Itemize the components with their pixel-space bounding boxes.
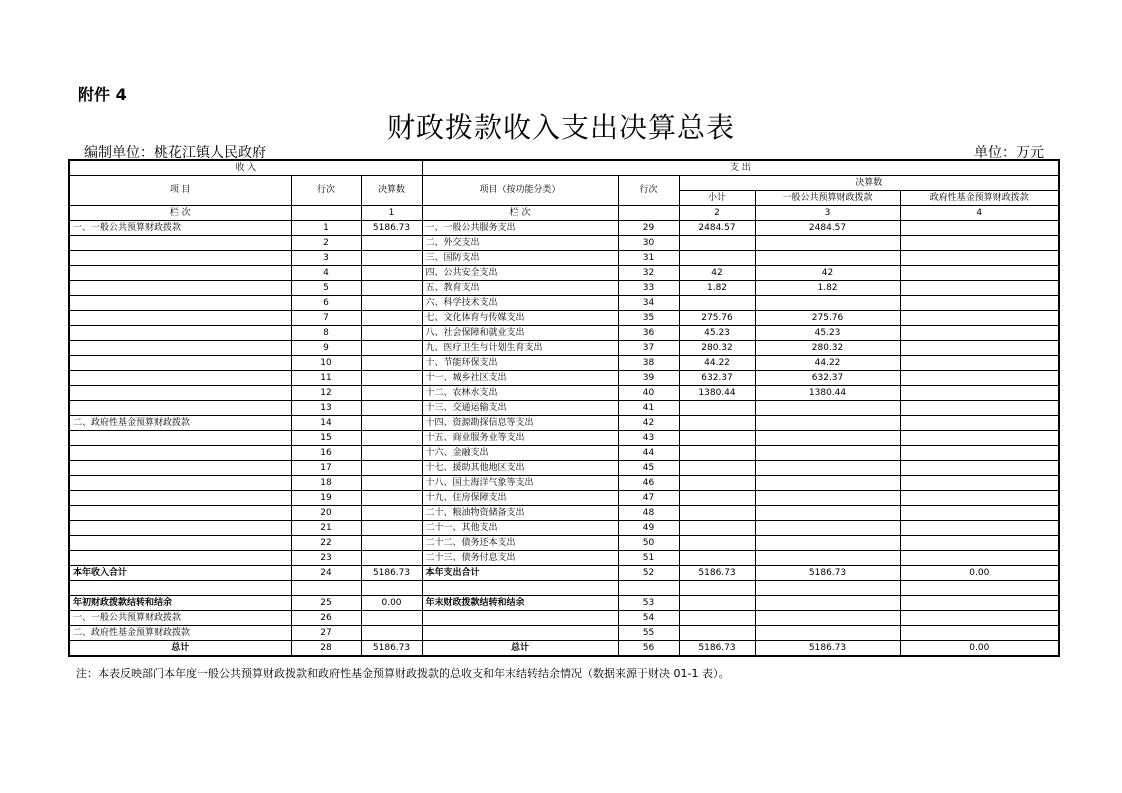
expense-fund <box>900 446 1059 461</box>
expense-fund <box>900 386 1059 401</box>
expense-fund <box>900 551 1059 566</box>
expense-item: 二十二、债务还本支出 <box>422 536 618 551</box>
expense-item: 二十一、其他支出 <box>422 521 618 536</box>
expense-subtotal: 2484.57 <box>679 221 755 236</box>
income-item <box>69 371 291 386</box>
expense-item: 六、科学技术支出 <box>422 296 618 311</box>
expense-general: 2484.57 <box>755 221 900 236</box>
expense-subtotal <box>679 431 755 446</box>
expense-line-no: 39 <box>618 371 679 386</box>
expense-item: 三、国防支出 <box>422 251 618 266</box>
income-line-no: 7 <box>291 311 361 326</box>
expense-fund <box>900 296 1059 311</box>
income-line-no: 11 <box>291 371 361 386</box>
expense-fund <box>900 491 1059 506</box>
income-item <box>69 326 291 341</box>
income-amount <box>361 326 422 341</box>
income-line-no: 21 <box>291 521 361 536</box>
income-item <box>69 251 291 266</box>
table-row <box>69 416 1059 431</box>
income-item <box>69 461 291 476</box>
expense-item: 十二、农林水支出 <box>422 386 618 401</box>
table-row <box>69 236 1059 251</box>
expense-line-no: 36 <box>618 326 679 341</box>
expense-subtotal <box>679 536 755 551</box>
expense-total-gen: 5186.73 <box>755 566 900 581</box>
table-body <box>69 221 1059 566</box>
expense-line-no: 38 <box>618 356 679 371</box>
expense-total-label: 本年支出合计 <box>422 566 618 581</box>
expense-subtotal <box>679 296 755 311</box>
income-amount <box>361 296 422 311</box>
income-line-no: 16 <box>291 446 361 461</box>
expense-general <box>755 461 900 476</box>
table-row <box>69 326 1059 341</box>
income-line-no: 22 <box>291 536 361 551</box>
expense-subtotal <box>679 476 755 491</box>
blank-row <box>69 581 1059 596</box>
carry-in-fund-no: 27 <box>291 626 361 641</box>
income-line-no: 10 <box>291 356 361 371</box>
income-line-no: 14 <box>291 416 361 431</box>
income-line-no: 1 <box>291 221 361 236</box>
table-row <box>69 296 1059 311</box>
expense-total-no: 52 <box>618 566 679 581</box>
income-amount <box>361 551 422 566</box>
expense-item: 十四、资源勘探信息等支出 <box>422 416 618 431</box>
unit-label: 单位：万元 <box>974 145 1044 161</box>
income-item <box>69 506 291 521</box>
table-row <box>69 281 1059 296</box>
expense-fund <box>900 236 1059 251</box>
grand-gen: 5186.73 <box>755 641 900 657</box>
income-item <box>69 401 291 416</box>
col-2: 2 <box>679 206 755 221</box>
table-row <box>69 461 1059 476</box>
carry-out-no-2: 54 <box>618 611 679 626</box>
expense-general <box>755 521 900 536</box>
expense-subtotal <box>679 401 755 416</box>
column-empty-2 <box>618 206 679 221</box>
table-row <box>69 476 1059 491</box>
table-row <box>69 491 1059 506</box>
expense-subtotal <box>679 446 755 461</box>
expense-fund <box>900 371 1059 386</box>
expense-item: 七、文化体育与传媒支出 <box>422 311 618 326</box>
income-line-no: 18 <box>291 476 361 491</box>
expense-general <box>755 236 900 251</box>
table-row <box>69 371 1059 386</box>
income-item <box>69 296 291 311</box>
expense-subtotal: 1.82 <box>679 281 755 296</box>
table-row <box>69 446 1059 461</box>
col-4: 4 <box>900 206 1059 221</box>
income-item <box>69 341 291 356</box>
income-amount <box>361 401 422 416</box>
carry-in-label: 年初财政拨款结转和结余 <box>69 596 291 611</box>
expense-general <box>755 431 900 446</box>
expense-item: 二十、粮油物资储备支出 <box>422 506 618 521</box>
income-item: 二、政府性基金预算财政拨款 <box>69 416 291 431</box>
income-amount <box>361 386 422 401</box>
grand-label-2: 总计 <box>422 641 618 657</box>
income-amount <box>361 251 422 266</box>
income-amount <box>361 266 422 281</box>
expense-line-no: 33 <box>618 281 679 296</box>
expense-subtotal <box>679 506 755 521</box>
income-total-row <box>69 566 1059 581</box>
expense-item: 二、外交支出 <box>422 236 618 251</box>
income-item <box>69 476 291 491</box>
income-item <box>69 446 291 461</box>
expense-line-no: 35 <box>618 311 679 326</box>
income-amount <box>361 461 422 476</box>
expense-line-no: 47 <box>618 491 679 506</box>
expense-fund <box>900 221 1059 236</box>
expense-item: 九、医疗卫生与计划生育支出 <box>422 341 618 356</box>
carry-row <box>69 596 1059 611</box>
line-no-header-2: 行次 <box>618 176 679 206</box>
expense-line-no: 37 <box>618 341 679 356</box>
expense-subtotal: 632.37 <box>679 371 755 386</box>
expense-general: 632.37 <box>755 371 900 386</box>
footnote: 注：本表反映部门本年度一般公共预算财政拨款和政府性基金预算财政拨款的总收支和年末结转结余情况（数据来源于财决 01-1 表）。 <box>76 667 730 680</box>
table-row <box>69 221 1059 236</box>
income-line-no: 19 <box>291 491 361 506</box>
income-line-no: 12 <box>291 386 361 401</box>
column-empty <box>291 206 361 221</box>
expense-general: 44.22 <box>755 356 900 371</box>
income-item <box>69 266 291 281</box>
expense-item: 十八、国土海洋气象等支出 <box>422 476 618 491</box>
item-by-function-header: 项目（按功能分类） <box>422 176 618 206</box>
header-row-1 <box>69 160 1059 176</box>
income-item <box>69 386 291 401</box>
expense-fund <box>900 461 1059 476</box>
expense-line-no: 41 <box>618 401 679 416</box>
carry-out-label: 年末财政拨款结转和结余 <box>422 596 618 611</box>
final-amount-header: 决算数 <box>361 176 422 206</box>
income-item <box>69 281 291 296</box>
expense-general <box>755 476 900 491</box>
header-row-2 <box>69 176 1059 191</box>
table-row <box>69 521 1059 536</box>
income-amount <box>361 416 422 431</box>
expense-general <box>755 296 900 311</box>
income-line-no: 17 <box>291 461 361 476</box>
income-line-no: 2 <box>291 236 361 251</box>
income-line-no: 8 <box>291 326 361 341</box>
expense-subtotal: 44.22 <box>679 356 755 371</box>
income-item <box>69 236 291 251</box>
expense-general <box>755 551 900 566</box>
expense-line-no: 29 <box>618 221 679 236</box>
income-amount <box>361 476 422 491</box>
expense-fund <box>900 281 1059 296</box>
income-amount <box>361 341 422 356</box>
expense-subtotal: 42 <box>679 266 755 281</box>
expense-subtotal <box>679 236 755 251</box>
income-total-label: 本年收入合计 <box>69 566 291 581</box>
expense-fund <box>900 506 1059 521</box>
carry-general-row <box>69 611 1059 626</box>
income-total-no: 24 <box>291 566 361 581</box>
expense-subtotal <box>679 251 755 266</box>
expense-item: 八、社会保障和就业支出 <box>422 326 618 341</box>
grand-amt: 5186.73 <box>361 641 422 657</box>
income-line-no: 5 <box>291 281 361 296</box>
expense-line-no: 46 <box>618 476 679 491</box>
attachment-label: 附件 4 <box>78 85 127 104</box>
expense-line-no: 31 <box>618 251 679 266</box>
expense-fund <box>900 311 1059 326</box>
expense-line-no: 30 <box>618 236 679 251</box>
table-row <box>69 266 1059 281</box>
income-item <box>69 521 291 536</box>
income-line-no: 9 <box>291 341 361 356</box>
page-title: 财政拨款收入支出决算总表 <box>386 111 735 144</box>
expense-fund <box>900 431 1059 446</box>
income-item <box>69 536 291 551</box>
expense-line-no: 44 <box>618 446 679 461</box>
grand-sub: 5186.73 <box>679 641 755 657</box>
fund-budget-header: 政府性基金预算财政拨款 <box>900 191 1059 206</box>
item-header: 项 目 <box>69 176 291 206</box>
income-amount <box>361 491 422 506</box>
income-item <box>69 551 291 566</box>
expense-general: 1.82 <box>755 281 900 296</box>
expense-line-no: 51 <box>618 551 679 566</box>
income-total-amt: 5186.73 <box>361 566 422 581</box>
budget-table <box>68 159 1060 657</box>
expense-header: 支 出 <box>422 160 1059 176</box>
expense-fund <box>900 356 1059 371</box>
table-row <box>69 311 1059 326</box>
expense-general <box>755 401 900 416</box>
expense-fund <box>900 341 1059 356</box>
expense-general <box>755 491 900 506</box>
expense-subtotal: 1380.44 <box>679 386 755 401</box>
expense-line-no: 49 <box>618 521 679 536</box>
income-line-no: 15 <box>291 431 361 446</box>
totals-body <box>69 566 1059 657</box>
expense-general <box>755 536 900 551</box>
carry-out-no: 53 <box>618 596 679 611</box>
income-item <box>69 431 291 446</box>
expense-subtotal <box>679 521 755 536</box>
expense-line-no: 32 <box>618 266 679 281</box>
table-row <box>69 356 1059 371</box>
table-row <box>69 386 1059 401</box>
expense-fund <box>900 251 1059 266</box>
expense-item: 一、一般公共服务支出 <box>422 221 618 236</box>
expense-line-no: 42 <box>618 416 679 431</box>
expense-line-no: 40 <box>618 386 679 401</box>
expense-item: 十七、援助其他地区支出 <box>422 461 618 476</box>
expense-general: 280.32 <box>755 341 900 356</box>
final-amount-header-2: 决算数 <box>679 176 1059 191</box>
income-amount <box>361 356 422 371</box>
income-amount <box>361 521 422 536</box>
grand-no: 28 <box>291 641 361 657</box>
income-line-no: 20 <box>291 506 361 521</box>
expense-general <box>755 446 900 461</box>
income-header: 收 入 <box>69 160 422 176</box>
general-budget-header: 一般公共预算财政拨款 <box>755 191 900 206</box>
table-row <box>69 536 1059 551</box>
income-amount <box>361 431 422 446</box>
expense-item: 二十三、债务付息支出 <box>422 551 618 566</box>
carry-out-no-3: 55 <box>618 626 679 641</box>
expense-fund <box>900 476 1059 491</box>
expense-line-no: 43 <box>618 431 679 446</box>
expense-subtotal: 275.76 <box>679 311 755 326</box>
table-row <box>69 341 1059 356</box>
income-item <box>69 356 291 371</box>
expense-item: 十一、城乡社区支出 <box>422 371 618 386</box>
expense-item: 十五、商业服务业等支出 <box>422 431 618 446</box>
expense-subtotal <box>679 461 755 476</box>
income-amount <box>361 371 422 386</box>
carry-fund-row <box>69 626 1059 641</box>
expense-subtotal <box>679 491 755 506</box>
expense-fund <box>900 416 1059 431</box>
carry-in-no: 25 <box>291 596 361 611</box>
expense-fund <box>900 521 1059 536</box>
grand-fund: 0.00 <box>900 641 1059 657</box>
income-line-no: 3 <box>291 251 361 266</box>
grand-no-2: 56 <box>618 641 679 657</box>
subtotal-header: 小计 <box>679 191 755 206</box>
expense-item: 十三、交通运输支出 <box>422 401 618 416</box>
expense-general: 42 <box>755 266 900 281</box>
expense-fund <box>900 326 1059 341</box>
expense-item: 十、节能环保支出 <box>422 356 618 371</box>
grand-total-row <box>69 641 1059 657</box>
table-row <box>69 506 1059 521</box>
expense-item: 十六、金融支出 <box>422 446 618 461</box>
expense-item: 十九、住房保障支出 <box>422 491 618 506</box>
expense-general: 45.23 <box>755 326 900 341</box>
income-line-no: 6 <box>291 296 361 311</box>
carry-in-amt: 0.00 <box>361 596 422 611</box>
col-1: 1 <box>361 206 422 221</box>
expense-total-fund: 0.00 <box>900 566 1059 581</box>
expense-fund <box>900 536 1059 551</box>
income-amount: 5186.73 <box>361 221 422 236</box>
income-item: 一、一般公共预算财政拨款 <box>69 221 291 236</box>
income-line-no: 4 <box>291 266 361 281</box>
expense-line-no: 48 <box>618 506 679 521</box>
org-label: 编制单位：桃花江镇人民政府 <box>84 145 266 161</box>
expense-line-no: 34 <box>618 296 679 311</box>
expense-line-no: 45 <box>618 461 679 476</box>
carry-in-general-no: 26 <box>291 611 361 626</box>
income-amount <box>361 536 422 551</box>
expense-fund <box>900 401 1059 416</box>
expense-general <box>755 251 900 266</box>
income-amount <box>361 311 422 326</box>
table-row <box>69 431 1059 446</box>
expense-line-no: 50 <box>618 536 679 551</box>
column-index-row <box>69 206 1059 221</box>
column-label-2: 栏 次 <box>422 206 618 221</box>
income-item <box>69 491 291 506</box>
income-line-no: 13 <box>291 401 361 416</box>
grand-label: 总计 <box>69 641 291 657</box>
expense-general: 275.76 <box>755 311 900 326</box>
income-amount <box>361 506 422 521</box>
column-label: 栏 次 <box>69 206 291 221</box>
expense-fund <box>900 266 1059 281</box>
table-row <box>69 551 1059 566</box>
carry-in-general: 一、一般公共预算财政拨款 <box>69 611 291 626</box>
expense-subtotal: 45.23 <box>679 326 755 341</box>
table-row <box>69 401 1059 416</box>
expense-general: 1380.44 <box>755 386 900 401</box>
expense-general <box>755 506 900 521</box>
expense-subtotal: 280.32 <box>679 341 755 356</box>
expense-subtotal <box>679 551 755 566</box>
col-3: 3 <box>755 206 900 221</box>
income-amount <box>361 446 422 461</box>
line-no-header: 行次 <box>291 176 361 206</box>
income-amount <box>361 236 422 251</box>
table-row <box>69 251 1059 266</box>
income-amount <box>361 281 422 296</box>
expense-subtotal <box>679 416 755 431</box>
carry-in-fund: 二、政府性基金预算财政拨款 <box>69 626 291 641</box>
income-line-no: 23 <box>291 551 361 566</box>
expense-total-sub: 5186.73 <box>679 566 755 581</box>
expense-item: 五、教育支出 <box>422 281 618 296</box>
income-item <box>69 311 291 326</box>
expense-general <box>755 416 900 431</box>
expense-item: 四、公共安全支出 <box>422 266 618 281</box>
